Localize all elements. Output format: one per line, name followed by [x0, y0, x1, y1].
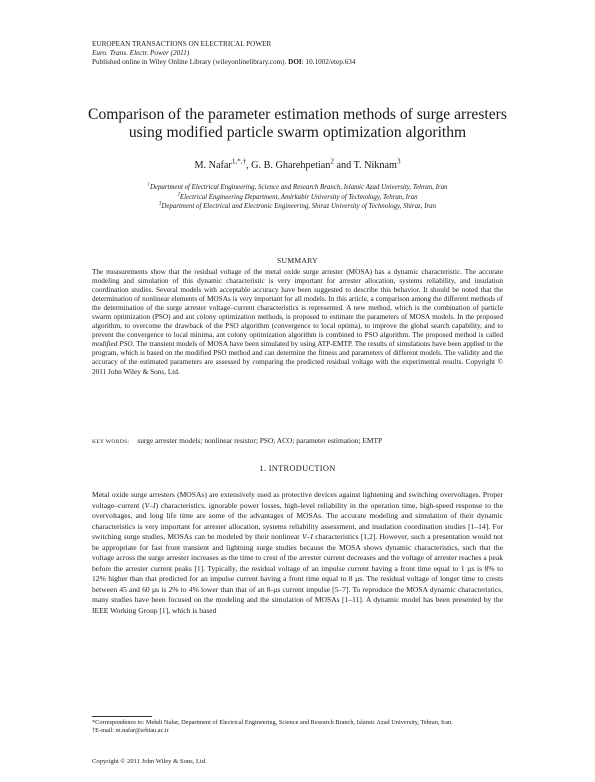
- journal-citation: Euro. Trans. Electr. Power (2011): [92, 49, 190, 57]
- doi-value: : 10.1002/etep.634: [301, 58, 356, 66]
- footnote-email: †E-mail: m.nafar@srbiau.ac.ir: [92, 727, 169, 735]
- journal-header: [92, 40, 355, 67]
- keywords: [92, 436, 503, 445]
- intro-part-2: ) characteristics, ignorable power losses, high-level reliability in the operation time, high-speed response to the overvoltages, and long life time are some of the advantages of MOSAs. The accurate modeling and simulation of their dynamic characteristics is very important for arrester allocation, systems reliability assessment, and insulation coordination studies [1–14]. For switching surge studies, MOSAs can be modeled by their nonlinear: [92, 500, 503, 541]
- keywords-label: KEY WORDS:: [92, 439, 130, 445]
- summary-text: [92, 268, 503, 377]
- keywords-text: surge arrester models; nonlinear resistor; PSO; ACO; parameter estimation; EMTP: [137, 436, 383, 445]
- author-mark: 3: [396, 157, 401, 166]
- title-line-2: using modified particle swarm optimization algorithm: [128, 124, 467, 141]
- affiliation: [80, 202, 515, 212]
- author-name: G. B. Gharehpetian: [251, 160, 331, 171]
- intro-vi-term: V–I: [302, 532, 313, 541]
- intro-part-1: Metal oxide surge arresters (MOSAs) are extensively used as protective devices against lightening and switching overvoltages. Proper voltage–current (: [92, 490, 503, 510]
- publication-line: [92, 58, 355, 67]
- doi-label: DOI: [288, 58, 302, 66]
- affiliation-mark: 2: [177, 192, 180, 198]
- journal-name: EUROPEAN TRANSACTIONS ON ELECTRICAL POWER: [92, 40, 272, 48]
- affiliation-list: [80, 183, 515, 212]
- affiliation-text: Electrical Engineering Department, Amirkabir University of Technology, Tehran, Iran: [179, 193, 418, 201]
- author-mark: 2: [330, 157, 334, 166]
- footnote-correspondence: *Correspondence to: Mehdi Nafar, Department of Electrical Engineering, Science and Research Branch, Islamic Azad University, Tehran, Iran.: [92, 719, 453, 726]
- summary-part-2: . The transient models of MOSA have been simulated by using ATP-EMTP. The results of simulations have been applied to the program, which is based on the modified PSO method and can determine the fitness and parameters of different models. The validity and the accuracy of the estimated parameters are assessed by comparing the predicted residual voltage with the experimental results. Copyright © 2011 John Wiley & Sons, Ltd.: [92, 340, 503, 376]
- intro-part-3: characteristics [1,2]. However, such a presentation would not be appropriate for fast front transient and lightning surge studies because the MOSA shows dynamic characteristics, such that the voltage across the surge arrester increases as the time to crest of the arrester current decreases and the voltage of arrester reaches a peak before the arrester current peaks [1]. Typically, the residual voltage of an impulse current having a front time equal to 1 µs is 8% to 12% higher than that predicted for an impulse current having a front time equal to 8 µs. The residual voltage of longer time to crests between 45 and 60 µs is 2% to 4% lower than that of an 8-µs current impulse [5–7]. To reproduce the MOSA dynamic characteristics, many studies have been focused on the modeling and the simulation of MOSAs [1–11]. A dynamic model has been presented by the IEEE Working Group [1], which is based: [92, 532, 503, 615]
- footnote-rule: [92, 716, 152, 717]
- author-name: T. Niknam: [353, 160, 397, 171]
- affiliation-mark: 1: [147, 182, 150, 188]
- affiliation-text: Department of Electrical and Electronic Engineering, Shiraz University of Technology, Shiraz, Iran: [161, 203, 437, 211]
- affiliation: [80, 193, 515, 203]
- copyright-footer: Copyright © 2011 John Wiley & Sons, Ltd.: [92, 758, 207, 765]
- introduction-text: [92, 490, 503, 616]
- author-separator: and: [333, 160, 354, 171]
- author-separator: ,: [246, 160, 252, 171]
- affiliation-mark: 3: [158, 201, 162, 207]
- author-name: M. Nafar: [194, 160, 232, 171]
- paper-title: [80, 106, 515, 142]
- intro-vi-term: V–I: [144, 500, 156, 510]
- author-mark: 1,*,†: [231, 157, 247, 166]
- published-online: Published online in Wiley Online Library (wileyonlinelibrary.com).: [92, 58, 289, 66]
- title-line-1: Comparison of the parameter estimation methods of surge arresters: [88, 106, 507, 123]
- introduction-heading: 1. INTRODUCTION: [259, 464, 336, 473]
- summary-italic-term: modified PSO: [92, 340, 133, 349]
- affiliation: [80, 183, 515, 193]
- summary-part-1: The measurements show that the residual voltage of the metal oxide surge arrester (MOSA) has a dynamic characteristic. The accurate modeling and simulation of this dynamic characteristic is very important for arrester allocation, systems reliability, and insulation coordination studies. Several models with acceptable accuracy have been suggested to describe this behavior. It should be noted that the determination of nonlinear elements of MOSAs is very important for all models. In this article, a comparison among the different methods of the determination of the surge arrester voltage–current characteristics is represented. A new method, which is the combination of particle swarm optimization (PSO) and ant colony optimization methods, is proposed to estimate the parameters of MOSA models. In the proposed algorithm, to overcome the drawback of the PSO algorithm (convergence to local optima), to improve the global search capability, and to prevent the convergence to local minima, ant colony optimization algorithm is combined to PSO algorithm. The proposed method is called: [92, 268, 503, 340]
- affiliation-text: Department of Electrical Engineering, Science and Research Branch, Islamic Azad University, Tehran, Iran: [149, 184, 448, 191]
- footnotes: [92, 719, 503, 735]
- author-list: [80, 157, 515, 171]
- summary-heading: SUMMARY: [277, 256, 318, 265]
